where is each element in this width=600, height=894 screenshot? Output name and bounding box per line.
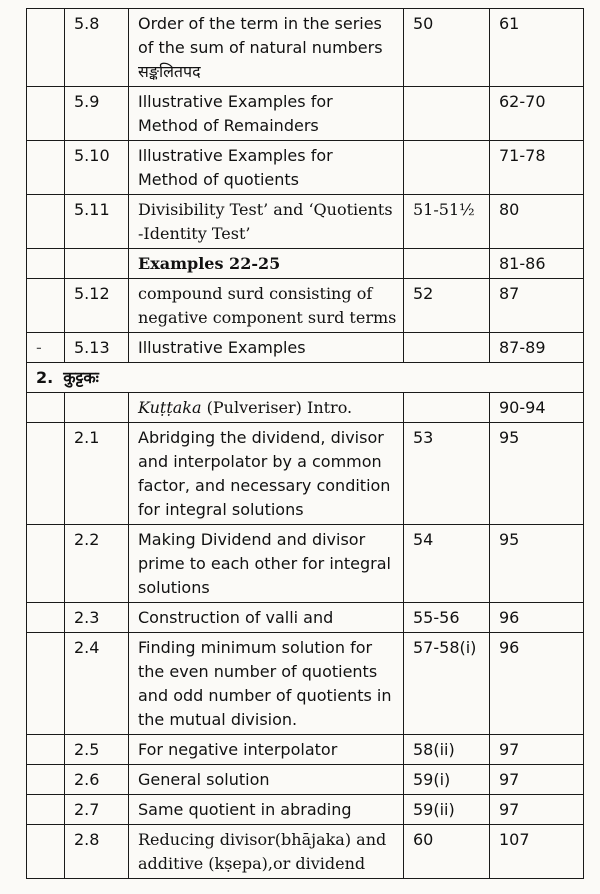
section-number: 2.7 [65, 795, 129, 825]
page-number: 61 [490, 9, 584, 87]
description: General solution [129, 765, 404, 795]
verse-number: 57-58(i) [404, 633, 490, 735]
page-number: 90-94 [490, 393, 584, 423]
verse-number: 51-51½ [404, 195, 490, 249]
description: Finding minimum solution for the even number of quotients and odd number of quotients in the mutual division. [129, 633, 404, 735]
section-heading-number: 2. [36, 368, 54, 387]
blank-cell [27, 735, 65, 765]
blank-cell [27, 87, 65, 141]
page-number: 96 [490, 633, 584, 735]
section-number: 5.13 [65, 333, 129, 363]
section-number: 5.10 [65, 141, 129, 195]
section-number: 5.11 [65, 195, 129, 249]
description: Same quotient in abrading [129, 795, 404, 825]
blank-cell [27, 633, 65, 735]
section-number: 5.8 [65, 9, 129, 87]
description [129, 393, 404, 423]
blank-cell [27, 795, 65, 825]
description: Making Dividend and divisor prime to each other for integral solutions [129, 525, 404, 603]
table-row [27, 333, 584, 363]
page-number: 95 [490, 423, 584, 525]
verse-number: 52 [404, 279, 490, 333]
verse-number: 54 [404, 525, 490, 603]
page-number: 80 [490, 195, 584, 249]
table-row [27, 393, 584, 423]
table-row [27, 279, 584, 333]
description: Illustrative Examples [129, 333, 404, 363]
verse-number [404, 333, 490, 363]
description: Reducing divisor(bhājaka) and additive (kṣepa),or dividend [129, 825, 404, 879]
page-number: 95 [490, 525, 584, 603]
margin-mark: - [27, 333, 65, 363]
verse-number: 59(i) [404, 765, 490, 795]
section-number: 2.1 [65, 423, 129, 525]
verse-number: 60 [404, 825, 490, 879]
verse-number: 59(ii) [404, 795, 490, 825]
blank-cell [27, 765, 65, 795]
blank-cell [27, 525, 65, 603]
table-row [27, 141, 584, 195]
section-number: 2.4 [65, 633, 129, 735]
section-heading-title: कुट्टकः [63, 368, 99, 387]
page-number: 62-70 [490, 87, 584, 141]
verse-number [404, 249, 490, 279]
section-number: 5.9 [65, 87, 129, 141]
description: compound surd consisting of negative component surd terms [129, 279, 404, 333]
section-number: 2.5 [65, 735, 129, 765]
verse-number: 53 [404, 423, 490, 525]
page-number: 96 [490, 603, 584, 633]
description: Construction of valli and [129, 603, 404, 633]
contents-table [26, 8, 584, 879]
verse-number: 50 [404, 9, 490, 87]
verse-number: 58(ii) [404, 735, 490, 765]
blank-cell [27, 603, 65, 633]
blank-cell [27, 141, 65, 195]
page-number: 87 [490, 279, 584, 333]
table-row [27, 87, 584, 141]
verse-number [404, 87, 490, 141]
section-number: 5.12 [65, 279, 129, 333]
description: Divisibility Test’ and ‘Quotients -Identity Test’ [129, 195, 404, 249]
table-row [27, 423, 584, 525]
table-row [27, 735, 584, 765]
description: Abridging the dividend, divisor and interpolator by a common factor, and necessary condition for integral solutions [129, 423, 404, 525]
blank-cell [27, 9, 65, 87]
blank-cell [27, 825, 65, 879]
verse-number [404, 393, 490, 423]
blank-cell [27, 195, 65, 249]
verse-number [404, 141, 490, 195]
section-heading-row [27, 363, 584, 393]
section-number [65, 393, 129, 423]
description: Order of the term in the series of the sum of natural numbers सङ्कलितपद [129, 9, 404, 87]
page-number: 107 [490, 825, 584, 879]
page-number: 71-78 [490, 141, 584, 195]
section-number: 2.2 [65, 525, 129, 603]
table-row [27, 765, 584, 795]
page-number: 81-86 [490, 249, 584, 279]
section-number [65, 249, 129, 279]
description: Examples 22-25 [129, 249, 404, 279]
section-number: 2.6 [65, 765, 129, 795]
table-row [27, 603, 584, 633]
page-number: 87-89 [490, 333, 584, 363]
verse-number: 55-56 [404, 603, 490, 633]
page-number: 97 [490, 765, 584, 795]
table-row [27, 195, 584, 249]
description-rest: (Pulveriser) Intro. [201, 398, 353, 417]
blank-cell [27, 279, 65, 333]
description: Illustrative Examples for Method of quotients [129, 141, 404, 195]
table-row [27, 795, 584, 825]
blank-cell [27, 423, 65, 525]
section-number: 2.8 [65, 825, 129, 879]
description: For negative interpolator [129, 735, 404, 765]
table-row [27, 825, 584, 879]
description: Illustrative Examples for Method of Remainders [129, 87, 404, 141]
table-row [27, 249, 584, 279]
table-row [27, 525, 584, 603]
section-number: 2.3 [65, 603, 129, 633]
section-heading [27, 363, 584, 393]
blank-cell [27, 393, 65, 423]
blank-cell [27, 249, 65, 279]
table-row [27, 9, 584, 87]
description-italic: Kuṭṭaka [138, 398, 202, 417]
table-row [27, 633, 584, 735]
page-number: 97 [490, 735, 584, 765]
page-number: 97 [490, 795, 584, 825]
